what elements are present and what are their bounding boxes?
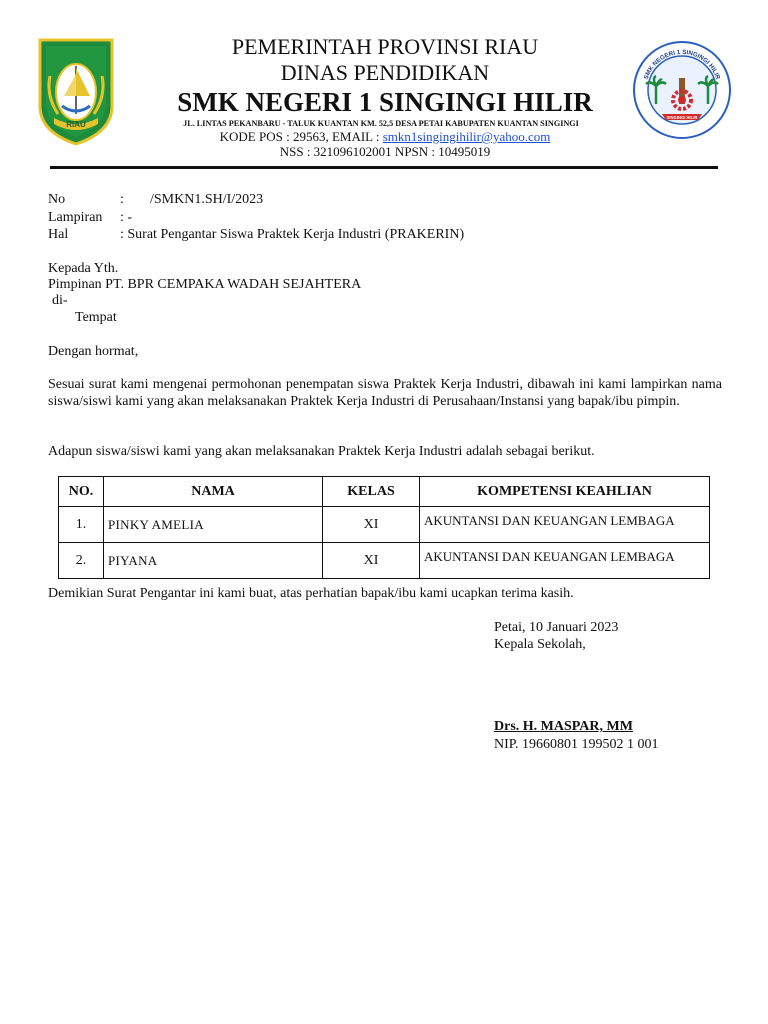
cell-nama: PIYANA (104, 543, 323, 579)
cell-kelas: XI (323, 507, 420, 543)
attachment-label: Lampiran (48, 210, 103, 225)
header-kelas: KELAS (323, 477, 420, 507)
email-link[interactable]: smkn1singingihilir@yahoo.com (382, 129, 551, 144)
subject-separator: : (120, 227, 124, 242)
attachment-value: - (127, 210, 133, 225)
letter-number-value: /SMKN1.SH/I/2023 (150, 192, 264, 207)
riau-emblem-logo (36, 36, 116, 146)
letterhead (0, 0, 768, 175)
salutation: Dengan hormat, (48, 344, 139, 359)
letter-number-row (48, 191, 263, 208)
table-row (59, 543, 710, 579)
school-emblem-logo (632, 40, 732, 140)
cell-no: 2. (59, 543, 104, 579)
student-table (58, 476, 710, 579)
cell-kompetensi: AKUNTANSI DAN KEUANGAN LEMBAGA (420, 507, 710, 543)
svg-text:SMK NEGERI 1 SINGINGI HILIR: SMK NEGERI 1 SINGINGI HILIR (642, 48, 722, 81)
letter-number-separator: : (120, 192, 124, 207)
government-title: PEMERINTAH PROVINSI RIAU (231, 34, 539, 59)
cell-kompetensi: AKUNTANSI DAN KEUANGAN LEMBAGA (420, 543, 710, 579)
attachment-separator: : (120, 210, 124, 225)
closing-paragraph: Demikian Surat Pengantar ini kami buat, atas perhatian bapak/ibu kami ucapkan terima kasih. (48, 586, 574, 601)
letterhead-text (140, 34, 630, 159)
postal-code: KODE POS : 29563, EMAIL : (219, 129, 383, 144)
student-list-intro: Adapun siswa/siswi kami yang akan melaksanakan Praktek Kerja Industri adalah sebagai berikut. (48, 444, 595, 459)
letter-number-label: No (48, 192, 66, 207)
svg-text:SINGINGI HILIR: SINGINGI HILIR (666, 115, 698, 120)
school-address: JL. LINTAS PEKANBARU - TALUK KUANTAN KM. 52,5 DESA PETAI KABUPATEN KUANTAN SINGINGI (183, 119, 579, 128)
subject-row (48, 226, 464, 243)
cell-nama: PINKY AMELIA (104, 507, 323, 543)
header-kompetensi: KOMPETENSI KEAHLIAN (420, 477, 710, 507)
intro-paragraph: Sesuai surat kami mengenai permohonan penempatan siswa Praktek Kerja Industri, dibawah ini kami lampirkan nama siswa/siswi kami yang akan melaksanakan Praktek Kerja Industri di Perusahaan/Instansi yang bapak/ibu pimpin. (48, 377, 722, 409)
school-ids: NSS : 321096102001 NPSN : 10495019 (279, 144, 491, 159)
subject-value: Surat Pengantar Siswa Praktek Kerja Industri (PRAKERIN) (127, 227, 465, 242)
school-name: SMK NEGERI 1 SINGINGI HILIR (177, 87, 593, 117)
recipient-place: Tempat (75, 310, 117, 325)
recipient-di: di- (52, 293, 68, 308)
table-row (59, 507, 710, 543)
table-header-row (59, 477, 710, 507)
svg-text:RIAU: RIAU (66, 120, 86, 129)
header-no: NO. (59, 477, 104, 507)
attachment-row (48, 209, 132, 226)
recipient-greeting: Kepada Yth. (48, 261, 119, 276)
subject-label: Hal (48, 227, 69, 242)
cell-no: 1. (59, 507, 104, 543)
recipient-name: Pimpinan PT. BPR CEMPAKA WADAH SEJAHTERA (48, 277, 362, 292)
department-title: DINAS PENDIDIKAN (280, 60, 490, 85)
header-nama: NAMA (104, 477, 323, 507)
signer-position: Kepala Sekolah, (494, 637, 586, 652)
signer-name: Drs. H. MASPAR, MM (494, 719, 633, 734)
place-date: Petai, 10 Januari 2023 (494, 620, 619, 635)
postal-email-line (140, 129, 630, 144)
signer-nip: NIP. 19660801 199502 1 001 (494, 737, 659, 752)
letterhead-divider (50, 166, 718, 169)
cell-kelas: XI (323, 543, 420, 579)
